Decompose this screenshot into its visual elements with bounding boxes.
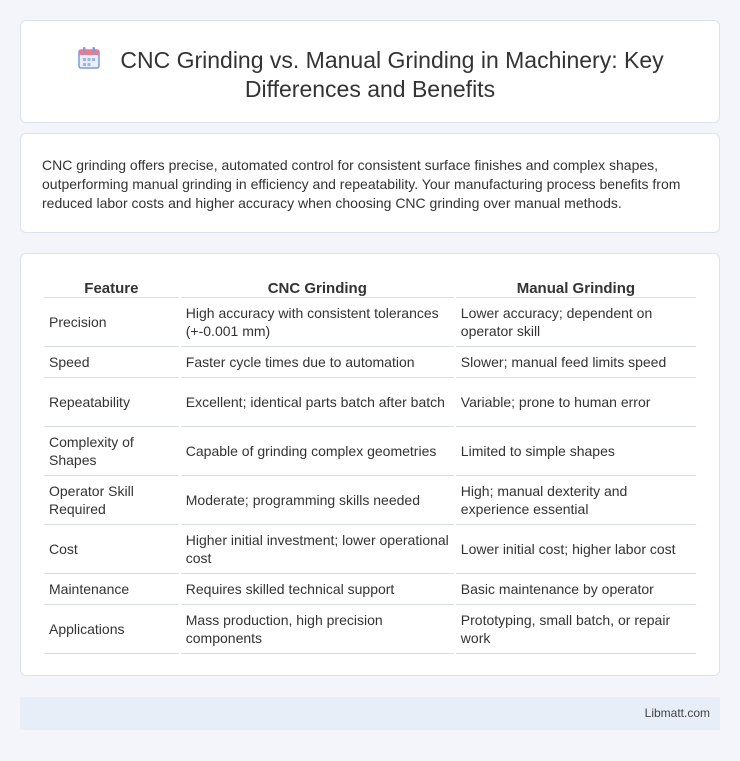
manual-cell: Basic maintenance by operator: [456, 574, 696, 605]
manual-cell: Lower accuracy; dependent on operator skill: [456, 298, 696, 347]
table-row: [44, 574, 696, 605]
cnc-cell: Faster cycle times due to automation: [181, 347, 454, 378]
cnc-cell: Moderate; programming skills needed: [181, 476, 454, 525]
feature-cell: Speed: [44, 347, 179, 378]
cnc-cell: Higher initial investment; lower operational cost: [181, 525, 454, 574]
manual-cell: Slower; manual feed limits speed: [456, 347, 696, 378]
cnc-cell: Mass production, high precision components: [181, 605, 454, 654]
table-row: [44, 298, 696, 347]
table-header-row: [44, 276, 696, 298]
footer-site-link[interactable]: Libmatt.com: [644, 706, 710, 720]
comparison-table-card: [20, 253, 720, 676]
table-row: [44, 605, 696, 654]
manual-cell: High; manual dexterity and experience essential: [456, 476, 696, 525]
manual-cell: Limited to simple shapes: [456, 427, 696, 476]
cnc-cell: High accuracy with consistent tolerances (+-0.001 mm): [181, 298, 454, 347]
table-row: [44, 427, 696, 476]
page-title: CNC Grinding vs. Manual Grinding in Machinery: Key Differences and Benefits: [120, 47, 664, 102]
intro-card: [20, 133, 720, 233]
manual-cell: Lower initial cost; higher labor cost: [456, 525, 696, 574]
manual-cell: Variable; prone to human error: [456, 378, 696, 427]
footer-bar: [20, 697, 720, 730]
feature-cell: Operator Skill Required: [44, 476, 179, 525]
table-row: [44, 347, 696, 378]
comparison-table: [42, 276, 698, 654]
table-row: [44, 525, 696, 574]
feature-cell: Cost: [44, 525, 179, 574]
title-card: [20, 20, 720, 123]
manual-cell: Prototyping, small batch, or repair work: [456, 605, 696, 654]
header-manual-grinding: Manual Grinding: [456, 276, 696, 298]
page-title-container: [21, 45, 719, 104]
feature-cell: Maintenance: [44, 574, 179, 605]
cnc-cell: Excellent; identical parts batch after batch: [181, 378, 454, 427]
feature-cell: Repeatability: [44, 378, 179, 427]
cnc-cell: Requires skilled technical support: [181, 574, 454, 605]
feature-cell: Precision: [44, 298, 179, 347]
table-row: [44, 476, 696, 525]
table-row: [44, 378, 696, 427]
calendar-icon: [76, 45, 102, 71]
header-feature: Feature: [44, 276, 179, 298]
intro-paragraph: CNC grinding offers precise, automated control for consistent surface finishes and complex shapes, outperforming manual grinding in efficiency and repeatability. Your manufacturing process benefits from reduced labor costs and higher accuracy when choosing CNC grinding over manual methods.: [42, 157, 681, 211]
feature-cell: Complexity of Shapes: [44, 427, 179, 476]
feature-cell: Applications: [44, 605, 179, 654]
cnc-cell: Capable of grinding complex geometries: [181, 427, 454, 476]
header-cnc-grinding: CNC Grinding: [181, 276, 454, 298]
